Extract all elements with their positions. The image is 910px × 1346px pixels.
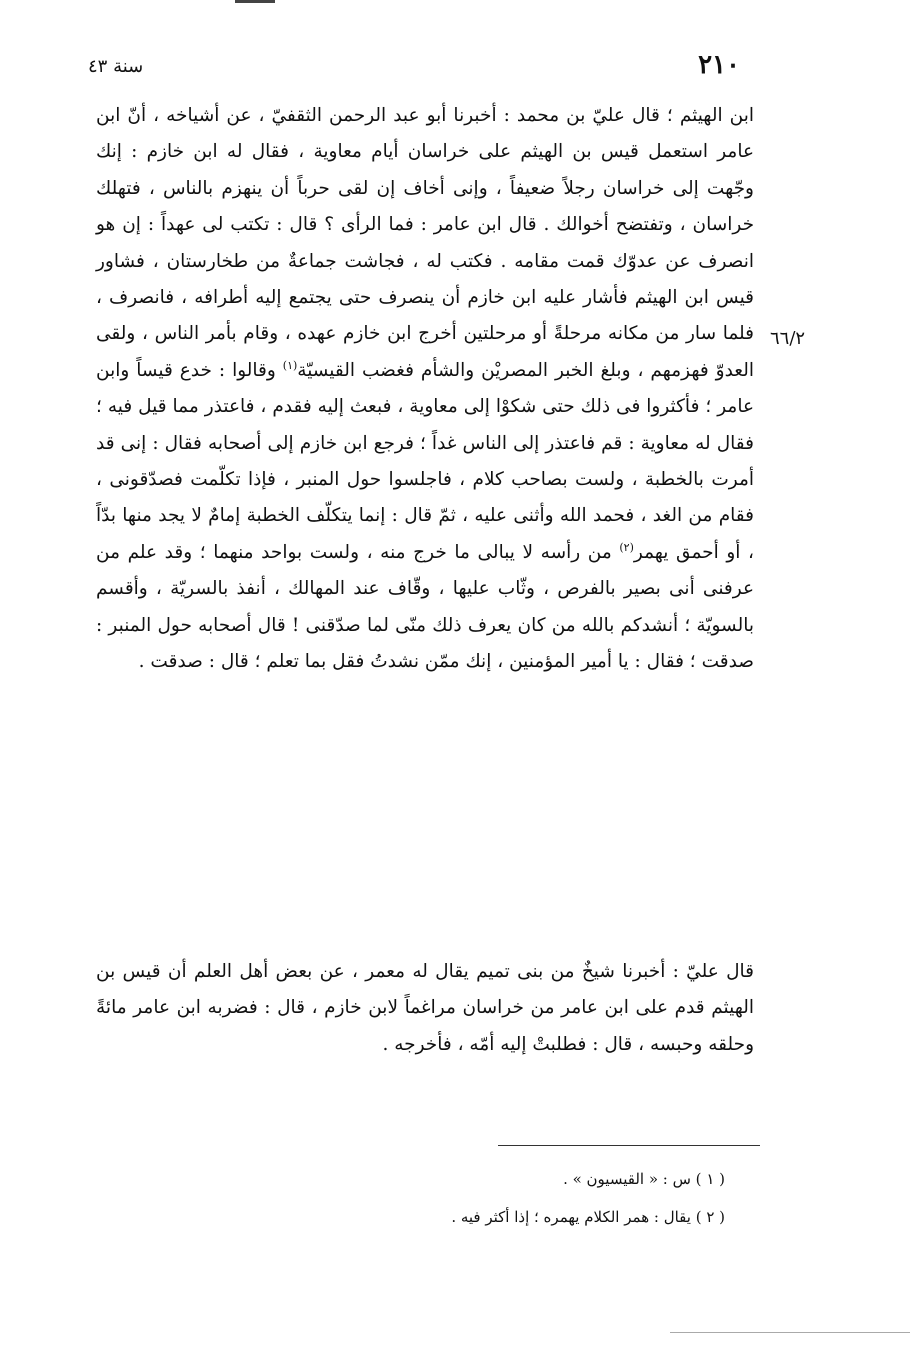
running-header-year: سنة ٤٣ — [88, 56, 144, 77]
footnote-ref-2: (٢) — [619, 540, 634, 554]
paragraph-main-part3: من رأسه لا يبالى ما خرج منه ، ولست بواحد منهما ؛ وقد علم من عرفنى أنى بصير بالفرص ، وثّاب عليها ، وقّاف عند المهالك ، أنفذ بالسريّة ، وأقسم بالسويّة ؛ أنشدكم بالله من كان يعرف ذلك منّى لما صدّقنى ! قال أصحابه حول المنبر : صدقت ؛ فقال : يا أمير المؤمنين ، إنك ممّن نشدتُ فقل بما تعلم ؛ قال : صدقت . — [96, 541, 754, 673]
paragraph-second: قال عليّ : أخبرنا شيخٌ من بنى تميم يقال له معمر ، عن بعض أهل العلم أن قيس بن الهيثم قدم على ابن عامر من خراسان مراغماً لابن خازم ، قال : فضربه ابن عامر مائةً وحلقه وحبسه ، قال : فطلبتْ إليه أمّه ، فأخرجه . — [96, 961, 754, 1055]
paragraph-main — [96, 98, 754, 681]
footnote-divider — [498, 1145, 760, 1146]
footnote-2: ( ٢ ) يقال : همر الكلام يهمره ؛ إذا أكثر فيه . — [451, 1208, 725, 1226]
top-edge-mark — [235, 0, 275, 3]
paragraph-main-part2: وقالوا : خدع قيساً وابن عامر ؛ فأكثروا فى ذلك حتى شكوْا إلى معاوية ، فبعث إليه فقدم ، فاعتذر مما قيل فيه ؛ فقال له معاوية : قم فاعتذر إلى الناس غداً ؛ فرجع ابن خازم إلى أصحابه فقال : إنى قد أمرت بالخطبة ، ولست بصاحب كلام ، فاجلسوا حول المنبر ، فإذا تكلّمت فصدّقونى ، فقام من الغد ، فحمد الله وأثنى عليه ، ثمّ قال : إنما يتكلّف الخطبة إمامٌ لا يجد منها بدّاً ، أو أحمق يهمر — [96, 359, 754, 563]
footnote-1: ( ١ ) س : « القيسيون » . — [563, 1170, 725, 1188]
bottom-edge-rule — [670, 1332, 910, 1333]
paragraph-main-part1: ابن الهيثم ؛ قال عليّ بن محمد : أخبرنا أبو عبد الرحمن الثقفيّ ، عن أشياخه ، أنّ ابن عامر استعمل قيس بن الهيثم على خراسان أيام معاوية ، فقال له ابن خازم : إنك وجّهت إلى خراسان رجلاً ضعيفاً ، وإنى أخاف إن لقى حرباً أن ينهزم بالناس ، فتهلك خراسان ، وتفتضح أخوالك . قال ابن عامر : فما الرأى ؟ قال : تكتب لى عهداً : إن هو انصرف عن عدوّك قمت مقامه . فكتب له ، فجاشت جماعةٌ من طخارستان ، فشاور قيس ابن الهيثم فأشار عليه ابن خازم أن ينصرف حتى يجتمع إليه أطرافه ، فانصرف ، فلما سار من مكانه مرحلةً أو مرحلتين أخرج ابن خازم عهده ، وقام بأمر الناس ، ولقى العدوّ فهزمهم ، وبلغ الخبر المصريْن والشأم فغضب القيسيّة — [96, 105, 754, 381]
footnote-ref-1: (١) — [282, 358, 298, 372]
margin-reference: ٦٦/٢ — [770, 328, 806, 349]
page-number: ٢١٠ — [698, 50, 740, 80]
